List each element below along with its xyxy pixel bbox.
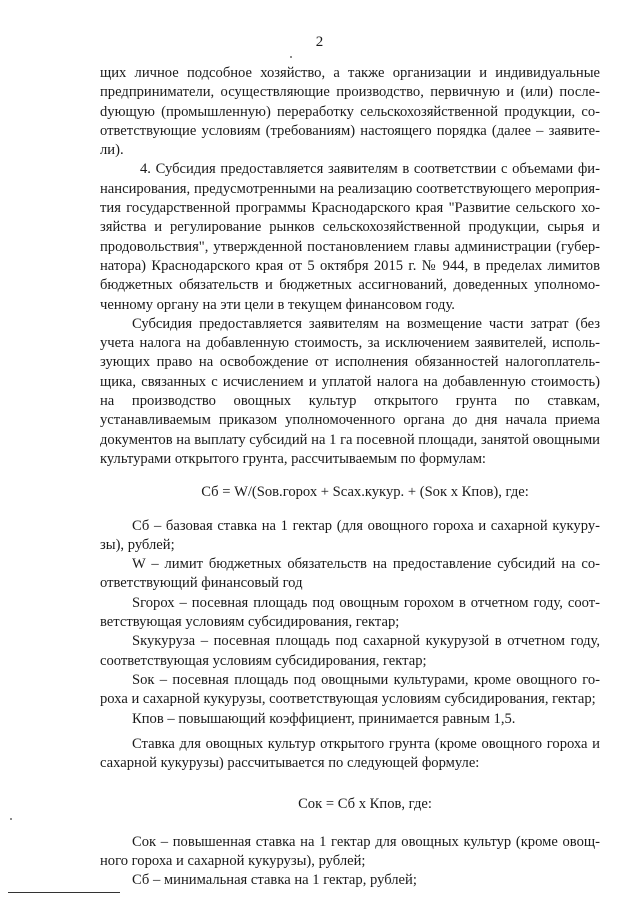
paragraph-rate-formula: Ставка для овощных культур открытого грунта (кроме овощного гороха и сахарной кукурузы) рассчитывается по следующей формуле: xyxy=(100,735,600,772)
definition-corn-area: Sкукуруза – посевная площадь под сахарной кукурузой в отчетном году, соответствующая условиям субсидирования, гектар; xyxy=(100,633,600,669)
footer-rule xyxy=(8,892,120,893)
scan-speck xyxy=(10,818,12,820)
definition-limit: W – лимит бюджетных обязательств на предоставление субсидий на соответствующий финансовый год xyxy=(100,556,600,592)
page-number: 2 xyxy=(315,34,324,50)
paragraph-applicants: щих личное подсобное хозяйство, а также организации и индивидуальные предприниматели, осуществляющие производство, первичную и (или) послеdующую (промышленную) переработку сельскохозяйственной продукции, соответствующие условиям (требованиям) настоящего порядка (далее – заявители). xyxy=(100,65,600,159)
definition-coefficient: Кпов – повышающий коэффициент, принимается равным 1,5. xyxy=(132,710,516,727)
document-body xyxy=(100,64,600,891)
definition-pea-area: Sгорох – посевная площадь под овощным горохом в отчетном году, соответствующая условиям субсидирования, гектар; xyxy=(100,594,600,631)
formula-increased-rate: Сок = Сб х Кпов, где: xyxy=(298,796,432,813)
paragraph-subsidy-financing: 4. Субсидия предоставляется заявителям в соответствии с объемами финансирования, предусмотренными на реализацию соответствующего мероприятия государственной программы Краснодарского края "Развитие сельского хозяйства и регулирование рынков сельскохозяйственной продукции, сырья и продовольствия", утвержденной постановлением главы администрации (губернатора) Краснодарского края от 5 октября 2015 г. № 944, в пределах лимитов бюджетных обязательств и бюджетных ассигнований, доведенных уполномоченному органу на эти цели в текущем финансовом году. xyxy=(100,161,600,313)
formula-base-rate: Сб = W/(Sов.горох + Sсах.кукур. + (Sок х Кпов), где: xyxy=(201,484,529,501)
paragraph-subsidy-purpose: Субсидия предоставляется заявителям на возмещение части затрат (без учета налога на добавленную стоимость, за исключением заявителей, использующих право на освобождение от исполнения обязанностей налогоплательщика, связанных с исчислением и уплатой налога на добавленную стоимость) на производство овощных культур открытого грунта по ставкам, устанавливаемым приказом уполномоченного органа до дня начала приема документов на выплату субсидий на 1 га посевной площади, занятой овощными культурами открытого грунта, рассчитываемым по формулам: xyxy=(100,315,600,467)
definition-increased-rate: Сок – повышенная ставка на 1 гектар для овощных культур (кроме овощного гороха и сахарной кукурузы), рублей; xyxy=(100,833,600,869)
definition-base-rate: Сб – базовая ставка на 1 гектар (для овощного гороха и сахарной кукурузы), рублей; xyxy=(100,517,600,553)
definition-minimal-rate: Сб – минимальная ставка на 1 гектар, рублей; xyxy=(132,872,417,889)
definition-other-area: Sок – посевная площадь под овощными культурами, кроме овощного гороха и сахарной кукурузы, соответствующая условиям субсидирования, гектар; xyxy=(100,671,600,708)
scan-speck xyxy=(290,56,292,58)
